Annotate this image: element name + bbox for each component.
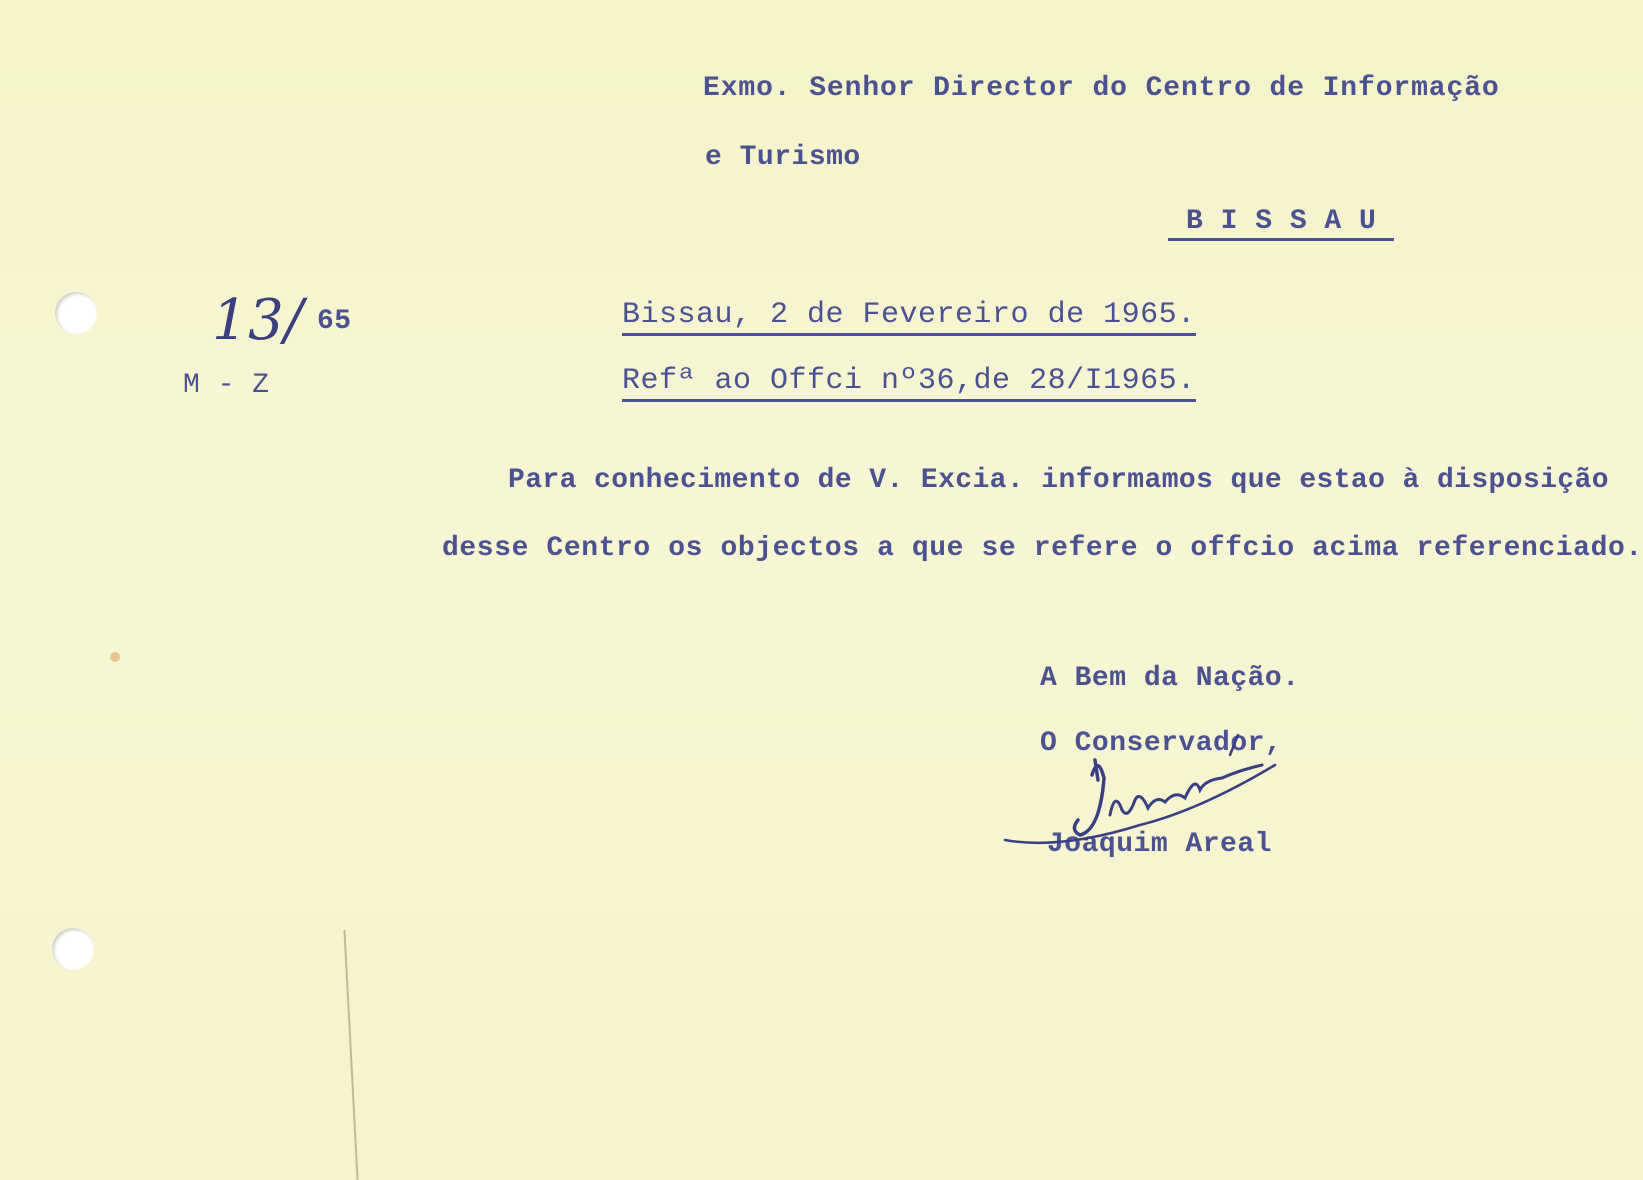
signatory-name: Joaquim Areal bbox=[1047, 829, 1272, 860]
year-suffix: 65 bbox=[317, 306, 352, 337]
closing-line: A Bem da Nação. bbox=[1040, 663, 1300, 694]
body-line-2: desse Centro os objectos a que se refere o offcio acima referenciado. bbox=[442, 533, 1643, 564]
paper-crease bbox=[343, 930, 358, 1180]
handwritten-number: 13/ bbox=[212, 288, 304, 353]
date-line: Bissau, 2 de Fevereiro de 1965. bbox=[622, 298, 1196, 336]
punch-hole-top bbox=[55, 292, 97, 334]
marginal-code: M - Z bbox=[183, 370, 270, 401]
signatory-title: O Conservador, bbox=[1040, 728, 1283, 759]
addressee-line-1: Exmo. Senhor Director do Centro de Informação bbox=[703, 73, 1500, 104]
addressee-line-2: e Turismo bbox=[705, 142, 861, 173]
stain-mark bbox=[110, 652, 120, 662]
body-line-1: Para conhecimento de V. Excia. informamos que estao à disposição bbox=[508, 465, 1609, 496]
handwritten-signature bbox=[1000, 720, 1300, 870]
city-heading: B I S S A U bbox=[1168, 206, 1394, 241]
punch-hole-bottom bbox=[52, 928, 94, 970]
reference-line: Refª ao Offci nº36,de 28/I1965. bbox=[622, 364, 1196, 402]
